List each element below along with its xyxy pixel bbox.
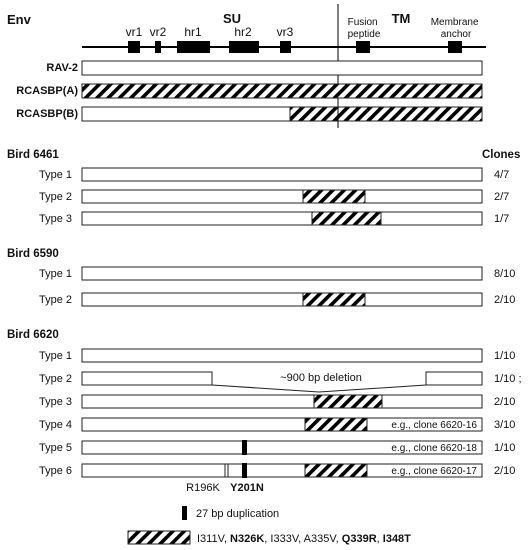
clone-count: 2/7 — [494, 191, 510, 203]
tm-label: TM — [391, 11, 411, 26]
sequence-bar — [82, 168, 482, 181]
sequence-bar — [82, 349, 482, 362]
sequence-bar — [82, 212, 482, 225]
type-label: Type 2 — [38, 373, 72, 385]
clone-count: 2/10 — [494, 396, 516, 408]
membrane-anchor-block — [448, 41, 462, 53]
type-label: Type 1 — [38, 350, 72, 362]
vr1-block — [128, 41, 140, 53]
reference-bar-rav2 — [82, 61, 482, 75]
legend-substitutions: I311V, N326K, I333V, A335V, Q339R, I348T — [197, 533, 411, 545]
clone-example: e.g., clone 6620-17 — [391, 466, 477, 477]
clone-count: 2/10 — [494, 465, 516, 477]
clone-count: 1/10 — [494, 442, 516, 454]
clones-header: Clones — [482, 149, 521, 161]
hatched-segment — [303, 190, 365, 203]
sequence-bar — [82, 267, 482, 280]
hr2-block — [229, 41, 259, 53]
env-label: Env — [7, 12, 31, 27]
clone-count: 1/7 — [494, 213, 510, 225]
legend-duplication-label: 27 bp duplication — [196, 508, 280, 520]
hatched-segment — [312, 212, 381, 225]
legend-duplication-swatch — [182, 506, 187, 520]
duplication-marker — [242, 463, 247, 478]
domain-label-hr2: hr2 — [234, 25, 252, 39]
type-label: Type 4 — [38, 419, 72, 431]
clone-count: 2/10 — [494, 294, 516, 306]
hatched-segment — [305, 464, 367, 477]
reference-label-rcasbp-a: RCASBP(A) — [16, 85, 78, 97]
deletion-connector — [212, 385, 426, 392]
domain-label-hr1: hr1 — [184, 25, 202, 39]
sequence-bar — [82, 190, 482, 203]
type-label: Type 2 — [38, 294, 72, 306]
sequence-bar — [82, 395, 482, 408]
reference-bar-rcasbp-a — [82, 84, 482, 98]
mutation-label-y201n: Y201N — [230, 482, 264, 494]
type-label: Type 3 — [38, 213, 72, 225]
type-label: Type 2 — [38, 191, 72, 203]
hatched-segment — [314, 395, 382, 408]
fusion-peptide-block — [356, 41, 370, 53]
type-label: Type 1 — [38, 169, 72, 181]
type-label: Type 1 — [38, 268, 72, 280]
clone-count: 1/10 ; — [494, 373, 522, 385]
membrane-anchor-label: Membrane anchor — [430, 17, 479, 40]
vr3-block — [280, 41, 291, 53]
type-label: Type 6 — [38, 465, 72, 477]
bird-6590-title: Bird 6590 — [7, 248, 59, 260]
mutation-label-r196k: R196K — [186, 482, 220, 494]
hatched-segment — [303, 293, 365, 306]
bird-6620-title: Bird 6620 — [7, 329, 59, 341]
reference-label-rav2: RAV-2 — [46, 62, 78, 74]
domain-label-vr2: vr2 — [149, 25, 167, 39]
vr2-block — [155, 41, 161, 53]
duplication-marker — [242, 440, 247, 455]
legend-hatch-swatch — [128, 531, 190, 544]
sequence-bar-left — [82, 372, 212, 385]
clone-example: e.g., clone 6620-18 — [391, 443, 477, 454]
type-label: Type 3 — [38, 396, 72, 408]
clone-count: 4/7 — [494, 169, 510, 181]
domain-label-vr1: vr1 — [125, 25, 143, 39]
deletion-label: ~900 bp deletion — [280, 372, 362, 384]
type-label: Type 5 — [38, 442, 72, 454]
sequence-bar — [82, 293, 482, 306]
reference-label-rcasbp-b: RCASBP(B) — [16, 108, 78, 120]
reference-bar-rcasbp-b-hatched — [290, 107, 482, 121]
clone-count: 1/10 — [494, 350, 516, 362]
bird-6461-title: Bird 6461 — [7, 149, 59, 161]
su-label: SU — [222, 11, 242, 26]
clone-example: e.g., clone 6620-16 — [391, 420, 477, 431]
hatched-segment — [305, 418, 367, 431]
domain-label-vr3: vr3 — [276, 25, 294, 39]
clone-count: 3/10 — [494, 419, 516, 431]
clone-count: 8/10 — [494, 268, 516, 280]
sequence-bar-right — [426, 372, 482, 385]
hr1-block — [177, 41, 210, 53]
fusion-peptide-label: Fusion peptide — [347, 17, 381, 40]
